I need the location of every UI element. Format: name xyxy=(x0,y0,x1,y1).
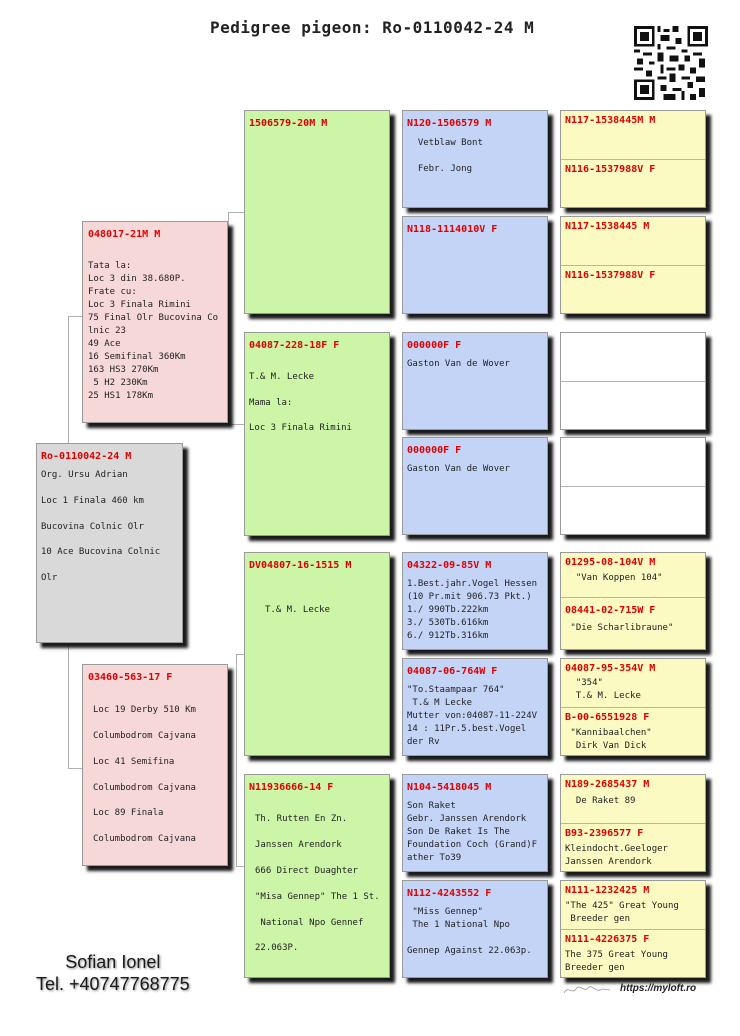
card-line: "Misa Gennep" The 1 St. xyxy=(255,892,380,902)
ring-id: B-00-6551928 F xyxy=(565,712,650,723)
card-line: 666 Direct Duaghter xyxy=(255,866,358,876)
ring-id: 04322-09-85V M xyxy=(407,560,492,571)
gen4-card[interactable] xyxy=(560,774,706,872)
card-line: Loc 3 Finala Rimini xyxy=(249,423,352,433)
grandsire-maternal-card[interactable] xyxy=(244,552,390,756)
card-notes: "Kannibaalchen" Dirk Van Dick xyxy=(570,728,652,751)
ring-id: DV04807-16-1515 M xyxy=(249,560,352,571)
gen3-card[interactable] xyxy=(402,437,548,535)
divider xyxy=(561,929,705,930)
subject-line: Bucovina Colnic Olr xyxy=(41,522,144,532)
mother-line: Columbodrom Cajvana xyxy=(93,834,196,844)
ring-id: N112-4243552 F xyxy=(407,888,492,899)
mother-line: Columbodrom Cajvana xyxy=(93,731,196,741)
connector-line xyxy=(236,654,237,866)
mother-line: Loc 41 Semifina xyxy=(93,757,175,767)
mother-card[interactable] xyxy=(82,664,228,866)
connector-line xyxy=(236,654,244,655)
divider xyxy=(561,486,705,487)
gen3-card[interactable] xyxy=(402,332,548,430)
page-title: Pedigree pigeon: Ro-0110042-24 M xyxy=(210,18,535,37)
card-notes: "354" T.& M. Lecke xyxy=(575,678,641,701)
ring-id: 04087-95-354V M xyxy=(565,663,656,674)
gen3-card[interactable] xyxy=(402,880,548,978)
mother-ring-id: 03460-563-17 F xyxy=(88,672,173,683)
card-notes: Gaston Van de Wover xyxy=(407,359,510,369)
card-notes: Kleindocht.Geeloger Janssen Arendork xyxy=(565,844,668,867)
divider xyxy=(561,381,705,382)
card-notes: "Die Scharlibraune" xyxy=(565,623,674,633)
subject-line: Olr xyxy=(41,573,58,583)
card-notes: Gaston Van de Wover xyxy=(407,464,510,474)
father-ring-id: 048017-21M M xyxy=(88,229,161,240)
card-notes: "The 425" Great Young Breeder gen xyxy=(565,901,679,924)
connector-line xyxy=(228,424,244,425)
card-notes: The 375 Great Young Breeder gen xyxy=(565,950,668,973)
card-notes: "Miss Gennep" The 1 National Npo Gennep Against 22.063p. xyxy=(407,907,532,956)
owner-name: Sofian Ionel xyxy=(65,952,161,972)
ring-id: 1506579-20M M xyxy=(249,118,328,129)
subject-ring-id: Ro-0110042-24 M xyxy=(41,451,132,462)
divider xyxy=(561,265,705,266)
divider xyxy=(561,159,705,160)
ring-id: 04087-06-764W F xyxy=(407,666,498,677)
card-notes: "To.Staampaar 764" T.& M Lecke Mutter von:04087-11-224V 14 : 11Pr.5.best.Vogel der Rv xyxy=(407,685,538,747)
granddam-paternal-card[interactable] xyxy=(244,332,390,536)
connector-line xyxy=(228,212,229,424)
card-notes: De Raket 89 xyxy=(565,796,636,806)
signature-icon xyxy=(562,983,612,997)
subject-line: 10 Ace Bucovina Colnic xyxy=(41,547,161,557)
website-link[interactable]: https://myloft.ro xyxy=(620,983,697,994)
ring-id: 000000F F xyxy=(407,340,462,351)
gen4-card[interactable] xyxy=(560,552,706,650)
connector-line xyxy=(68,316,82,317)
granddam-maternal-card[interactable] xyxy=(244,774,390,978)
card-line: Mama la: xyxy=(249,398,293,408)
ring-id: N117-1538445M M xyxy=(565,115,656,126)
card-line: T.& M. Lecke xyxy=(249,372,315,382)
card-line: Th. Rutten En Zn. xyxy=(255,814,348,824)
ring-id: N116-1537988V F xyxy=(565,270,656,281)
subject-pigeon-card[interactable] xyxy=(36,443,183,643)
connector-line xyxy=(228,212,244,213)
gen3-card[interactable] xyxy=(402,658,548,756)
ring-id: 000000F F xyxy=(407,445,462,456)
mother-line: Loc 89 Finala xyxy=(93,808,164,818)
ring-id: 04087-228-18F F xyxy=(249,340,340,351)
card-line: 22.063P. xyxy=(255,943,299,953)
ring-id: N189-2685437 M xyxy=(565,779,650,790)
father-card[interactable] xyxy=(82,221,228,423)
ring-id: N117-1538445 M xyxy=(565,221,650,232)
card-line: National Npo Gennef xyxy=(255,918,364,928)
mother-line: Loc 19 Derby 510 Km xyxy=(93,705,196,715)
gen4-card-empty[interactable] xyxy=(560,332,706,430)
divider xyxy=(561,597,705,598)
gen4-card-empty[interactable] xyxy=(560,437,706,535)
ring-id: N104-5418045 M xyxy=(407,782,492,793)
ring-id: N120-1506579 M xyxy=(407,118,492,129)
gen4-card[interactable] xyxy=(560,216,706,314)
ring-id: N118-1114010V F xyxy=(407,224,498,235)
ring-id: B93-2396577 F xyxy=(565,828,644,839)
owner-contact xyxy=(36,951,190,995)
card-notes: Vetblaw Bont Febr. Jong xyxy=(417,138,483,174)
ring-id: N116-1537988V F xyxy=(565,164,656,175)
gen4-card[interactable] xyxy=(560,110,706,208)
mother-line: Columbodrom Cajvana xyxy=(93,783,196,793)
gen3-card[interactable] xyxy=(402,216,548,314)
divider xyxy=(561,707,705,708)
ring-id: 08441-02-715W F xyxy=(565,605,656,616)
gen3-card[interactable] xyxy=(402,552,548,650)
gen3-card[interactable] xyxy=(402,110,548,208)
father-notes: Tata la: Loc 3 din 38.680P. Frate cu: Loc 3 Finala Rimini 75 Final Olr Bucovina Co lnic 23 49 Ace 16 Semifinal 360Km 163 HS3 270Km 5 H2 230Km 25 HS1 178Km xyxy=(88,261,219,401)
ring-id: N11936666-14 F xyxy=(249,782,334,793)
ring-id: N111-4226375 F xyxy=(565,934,650,945)
ring-id: N111-1232425 M xyxy=(565,885,650,896)
owner-phone: Tel. +40747768775 xyxy=(36,974,190,994)
gen3-card[interactable] xyxy=(402,774,548,872)
divider xyxy=(561,823,705,824)
qr-code-icon xyxy=(634,26,708,100)
grandsire-paternal-card[interactable] xyxy=(244,110,390,314)
gen4-card[interactable] xyxy=(560,658,706,756)
ring-id: 01295-08-104V M xyxy=(565,557,656,568)
connector-line xyxy=(236,866,244,867)
card-notes: "Van Koppen 104" xyxy=(565,573,663,583)
card-line: Janssen Arendork xyxy=(255,840,342,850)
subject-line: Loc 1 Finala 460 km xyxy=(41,496,144,506)
card-notes: Son Raket Gebr. Janssen Arendork Son De Raket Is The Foundation Coch (Grand)F ather To39 xyxy=(407,801,538,863)
card-notes: 1.Best.jahr.Vogel Hessen (10 Pr.mit 906.73 Pkt.) 1./ 990Tb.222km 3./ 530Tb.616km 6./ 912Tb.316km xyxy=(407,579,538,641)
gen4-card[interactable] xyxy=(560,880,706,978)
subject-line: Org. Ursu Adrian xyxy=(41,470,128,480)
card-line: T.& M. Lecke xyxy=(265,605,331,615)
